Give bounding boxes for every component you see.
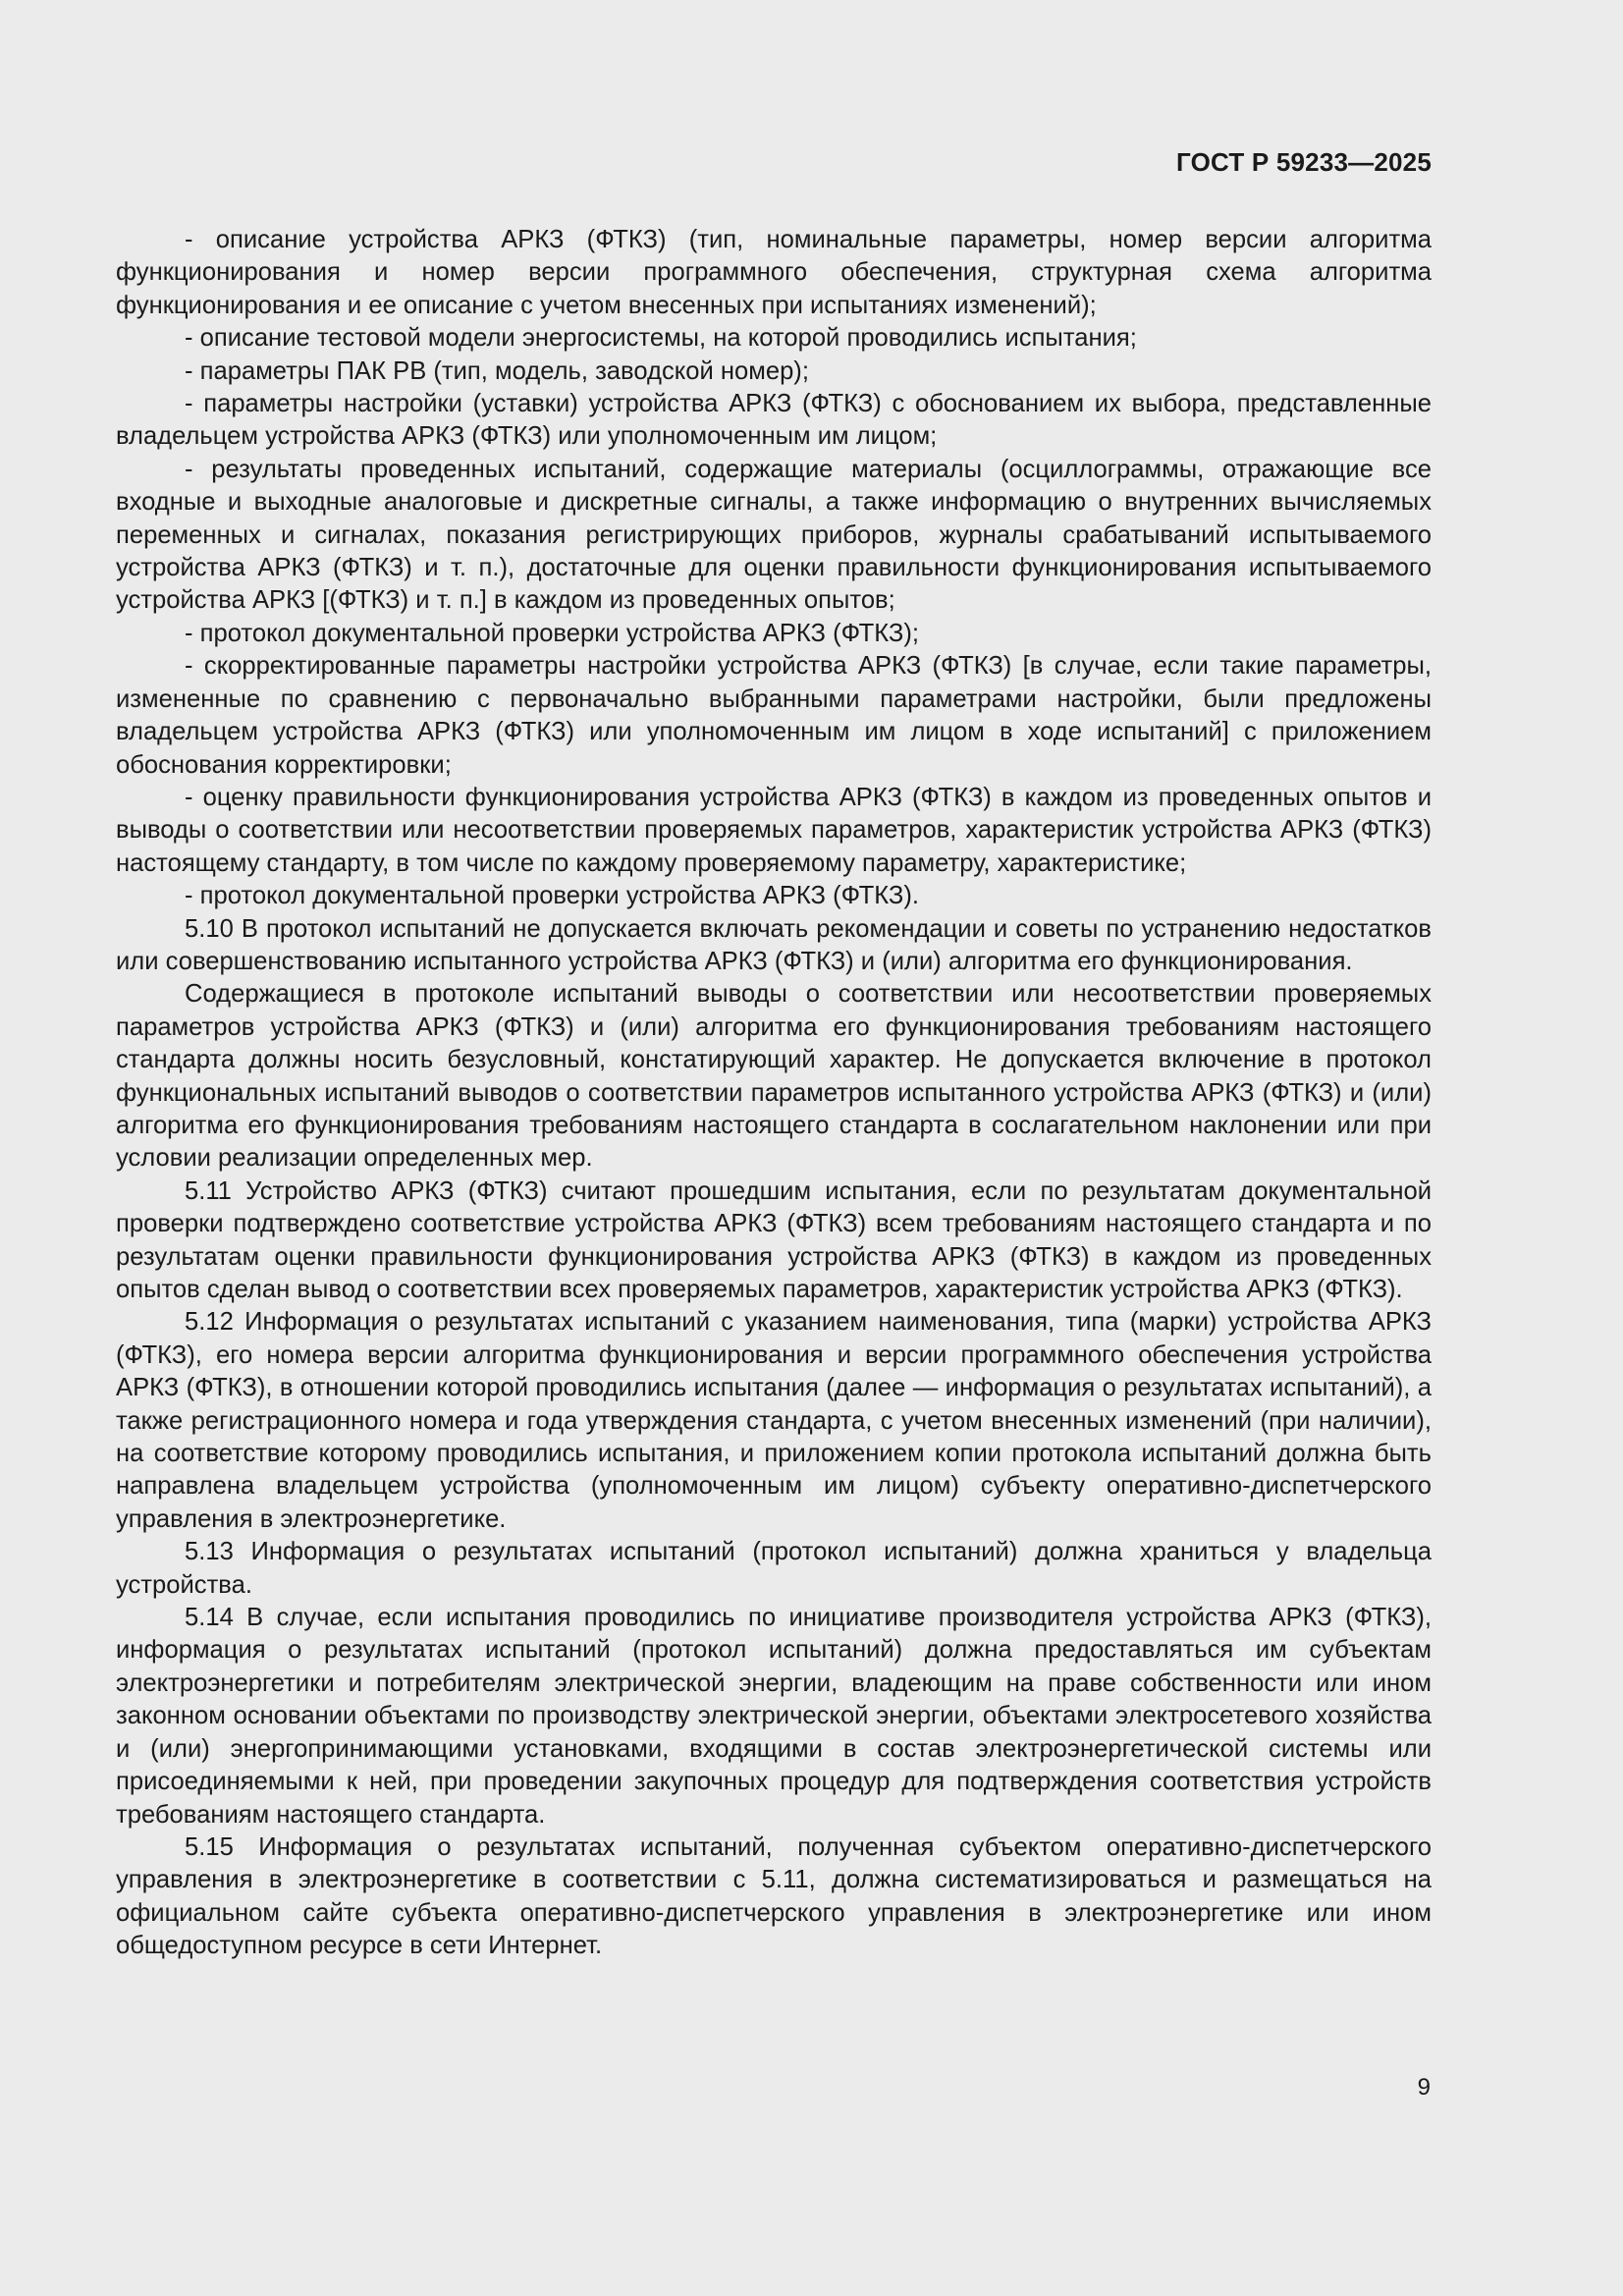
- body-text: [116, 224, 1432, 1963]
- clause-5-10: 5.10 В протокол испытаний не допускается включать рекомендации и советы по устранению недостатков или совершенствованию испытанного устройства АРКЗ (ФТКЗ) и (или) алгоритма его функционирования.: [116, 914, 1432, 975]
- list-item-settings: - параметры настройки (уставки) устройства АРКЗ (ФТКЗ) с обоснованием их выбора, представленные владельцем устройства АРКЗ (ФТКЗ) или уполномоченным им лицом;: [116, 390, 1432, 451]
- clause-5-12: 5.12 Информация о результатах испытаний с указанием наименования, типа (марки) устройства АРКЗ (ФТКЗ), его номера версии алгоритма функционирования и версии программного обеспечения устройства АРКЗ (ФТКЗ), в отношении которой проводились испытания (далее — информация о результатах испытаний), а также регистрационного номера и года утверждения стандарта, с учетом внесенных изменений (при наличии), на соответствие которому проводились испытания, и приложением копии протокола испытаний должна быть направлена владельцем устройства (уполномоченным им лицом) субъекту оперативно-диспетчерского управления в электроэнергетике.: [116, 1308, 1432, 1533]
- list-item-pak-params: - параметры ПАК РВ (тип, модель, заводской номер);: [185, 356, 809, 385]
- clause-5-10-conclusions: Содержащиеся в протоколе испытаний выводы о соответствии или несоответствии проверяемых параметров устройства АРКЗ (ФТКЗ) и (или) алгоритма его функционирования требованиям настоящего стандарта должны носить безусловный, констатирующий характер. Не допускается включение в протокол функциональных испытаний выводов о соответствии параметров испытанного устройства АРКЗ (ФТКЗ) и (или) алгоритма его функционирования требованиям настоящего стандарта в сослагательном наклонении или при условии реализации определенных мер.: [116, 980, 1432, 1173]
- page-number: 9: [1417, 2074, 1431, 2101]
- list-item-corrected-settings: - скорректированные параметры настройки устройства АРКЗ (ФТКЗ) [в случае, если такие параметры, измененные по сравнению с первоначально выбранными параметрами настройки, были предложены владельцем устройства АРКЗ (ФТКЗ) или уполномоченным им лицом в ходе испытаний] с приложением обоснования корректировки;: [116, 652, 1432, 779]
- list-item-device-description: - описание устройства АРКЗ (ФТКЗ) (тип, номинальные параметры, номер версии алгоритма функционирования и номер версии программного обеспечения, структурная схема алгоритма функционирования и ее описание с учетом внесенных при испытаниях изменений);: [116, 226, 1432, 319]
- list-item-correctness-assessment: - оценку правильности функционирования устройства АРКЗ (ФТКЗ) в каждом из проведенных опытов и выводы о соответствии или несоответствии проверяемых параметров, характеристик устройства АРКЗ (ФТКЗ) настоящему стандарту, в том числе по каждому проверяемому параметру, характеристике;: [116, 783, 1432, 877]
- clause-5-13: 5.13 Информация о результатах испытаний (протокол испытаний) должна храниться у владельца устройства.: [116, 1538, 1432, 1599]
- list-item-test-model: - описание тестовой модели энергосистемы, на которой проводились испытания;: [185, 324, 1137, 353]
- standard-designation: ГОСТ Р 59233—2025: [1176, 147, 1432, 177]
- clause-5-15: 5.15 Информация о результатах испытаний, полученная субъектом оперативно-диспетчерского управления в электроэнергетике в соответствии с 5.11, должна систематизироваться и размещаться на официальном сайте субъекта оперативно-диспетчерского управления в электроэнергетике или ином общедоступном ресурсе в сети Интернет.: [116, 1832, 1432, 1960]
- list-item-doc-check-protocol-2: - протокол документальной проверки устройства АРКЗ (ФТКЗ).: [185, 882, 920, 910]
- list-item-doc-check-protocol: - протокол документальной проверки устройства АРКЗ (ФТКЗ);: [185, 619, 920, 647]
- clause-5-14: 5.14 В случае, если испытания проводились по инициативе производителя устройства АРКЗ (ФТКЗ), информация о результатах испытаний (протокол испытаний) должна предоставляться им субъектам электроэнергетики и потребителям электрической энергии, владеющим на праве собственности или ином законном основании объектами по производству электрической энергии, объектами электросетевого хозяйства и (или) энергопринимающими установками, входящими в состав электроэнергетической системы или присоединяемыми к ней, при проведении закупочных процедур для подтверждения соответствия устройств требованиям настоящего стандарта.: [116, 1604, 1432, 1829]
- clause-5-11: 5.11 Устройство АРКЗ (ФТКЗ) считают прошедшим испытания, если по результатам документальной проверки подтверждено соответствие устройства АРКЗ (ФТКЗ) всем требованиям настоящего стандарта и по результатам оценки правильности функционирования устройства АРКЗ (ФТКЗ) в каждом из проведенных опытов сделан вывод о соответствии всех проверяемых параметров, характеристик устройства АРКЗ (ФТКЗ).: [116, 1176, 1432, 1303]
- list-item-test-results: - результаты проведенных испытаний, содержащие материалы (осциллограммы, отражающие все входные и выходные аналоговые и дискретные сигналы, а также информацию о внутренних вычисляемых переменных и сигналах, показания регистрирующих приборов, журналы срабатываний испытываемого устройства АРКЗ (ФТКЗ) и т. п.), достаточные для оценки правильности функционирования испытываемого устройства АРКЗ [(ФТКЗ) и т. п.] в каждом из проведенных опытов;: [116, 455, 1432, 615]
